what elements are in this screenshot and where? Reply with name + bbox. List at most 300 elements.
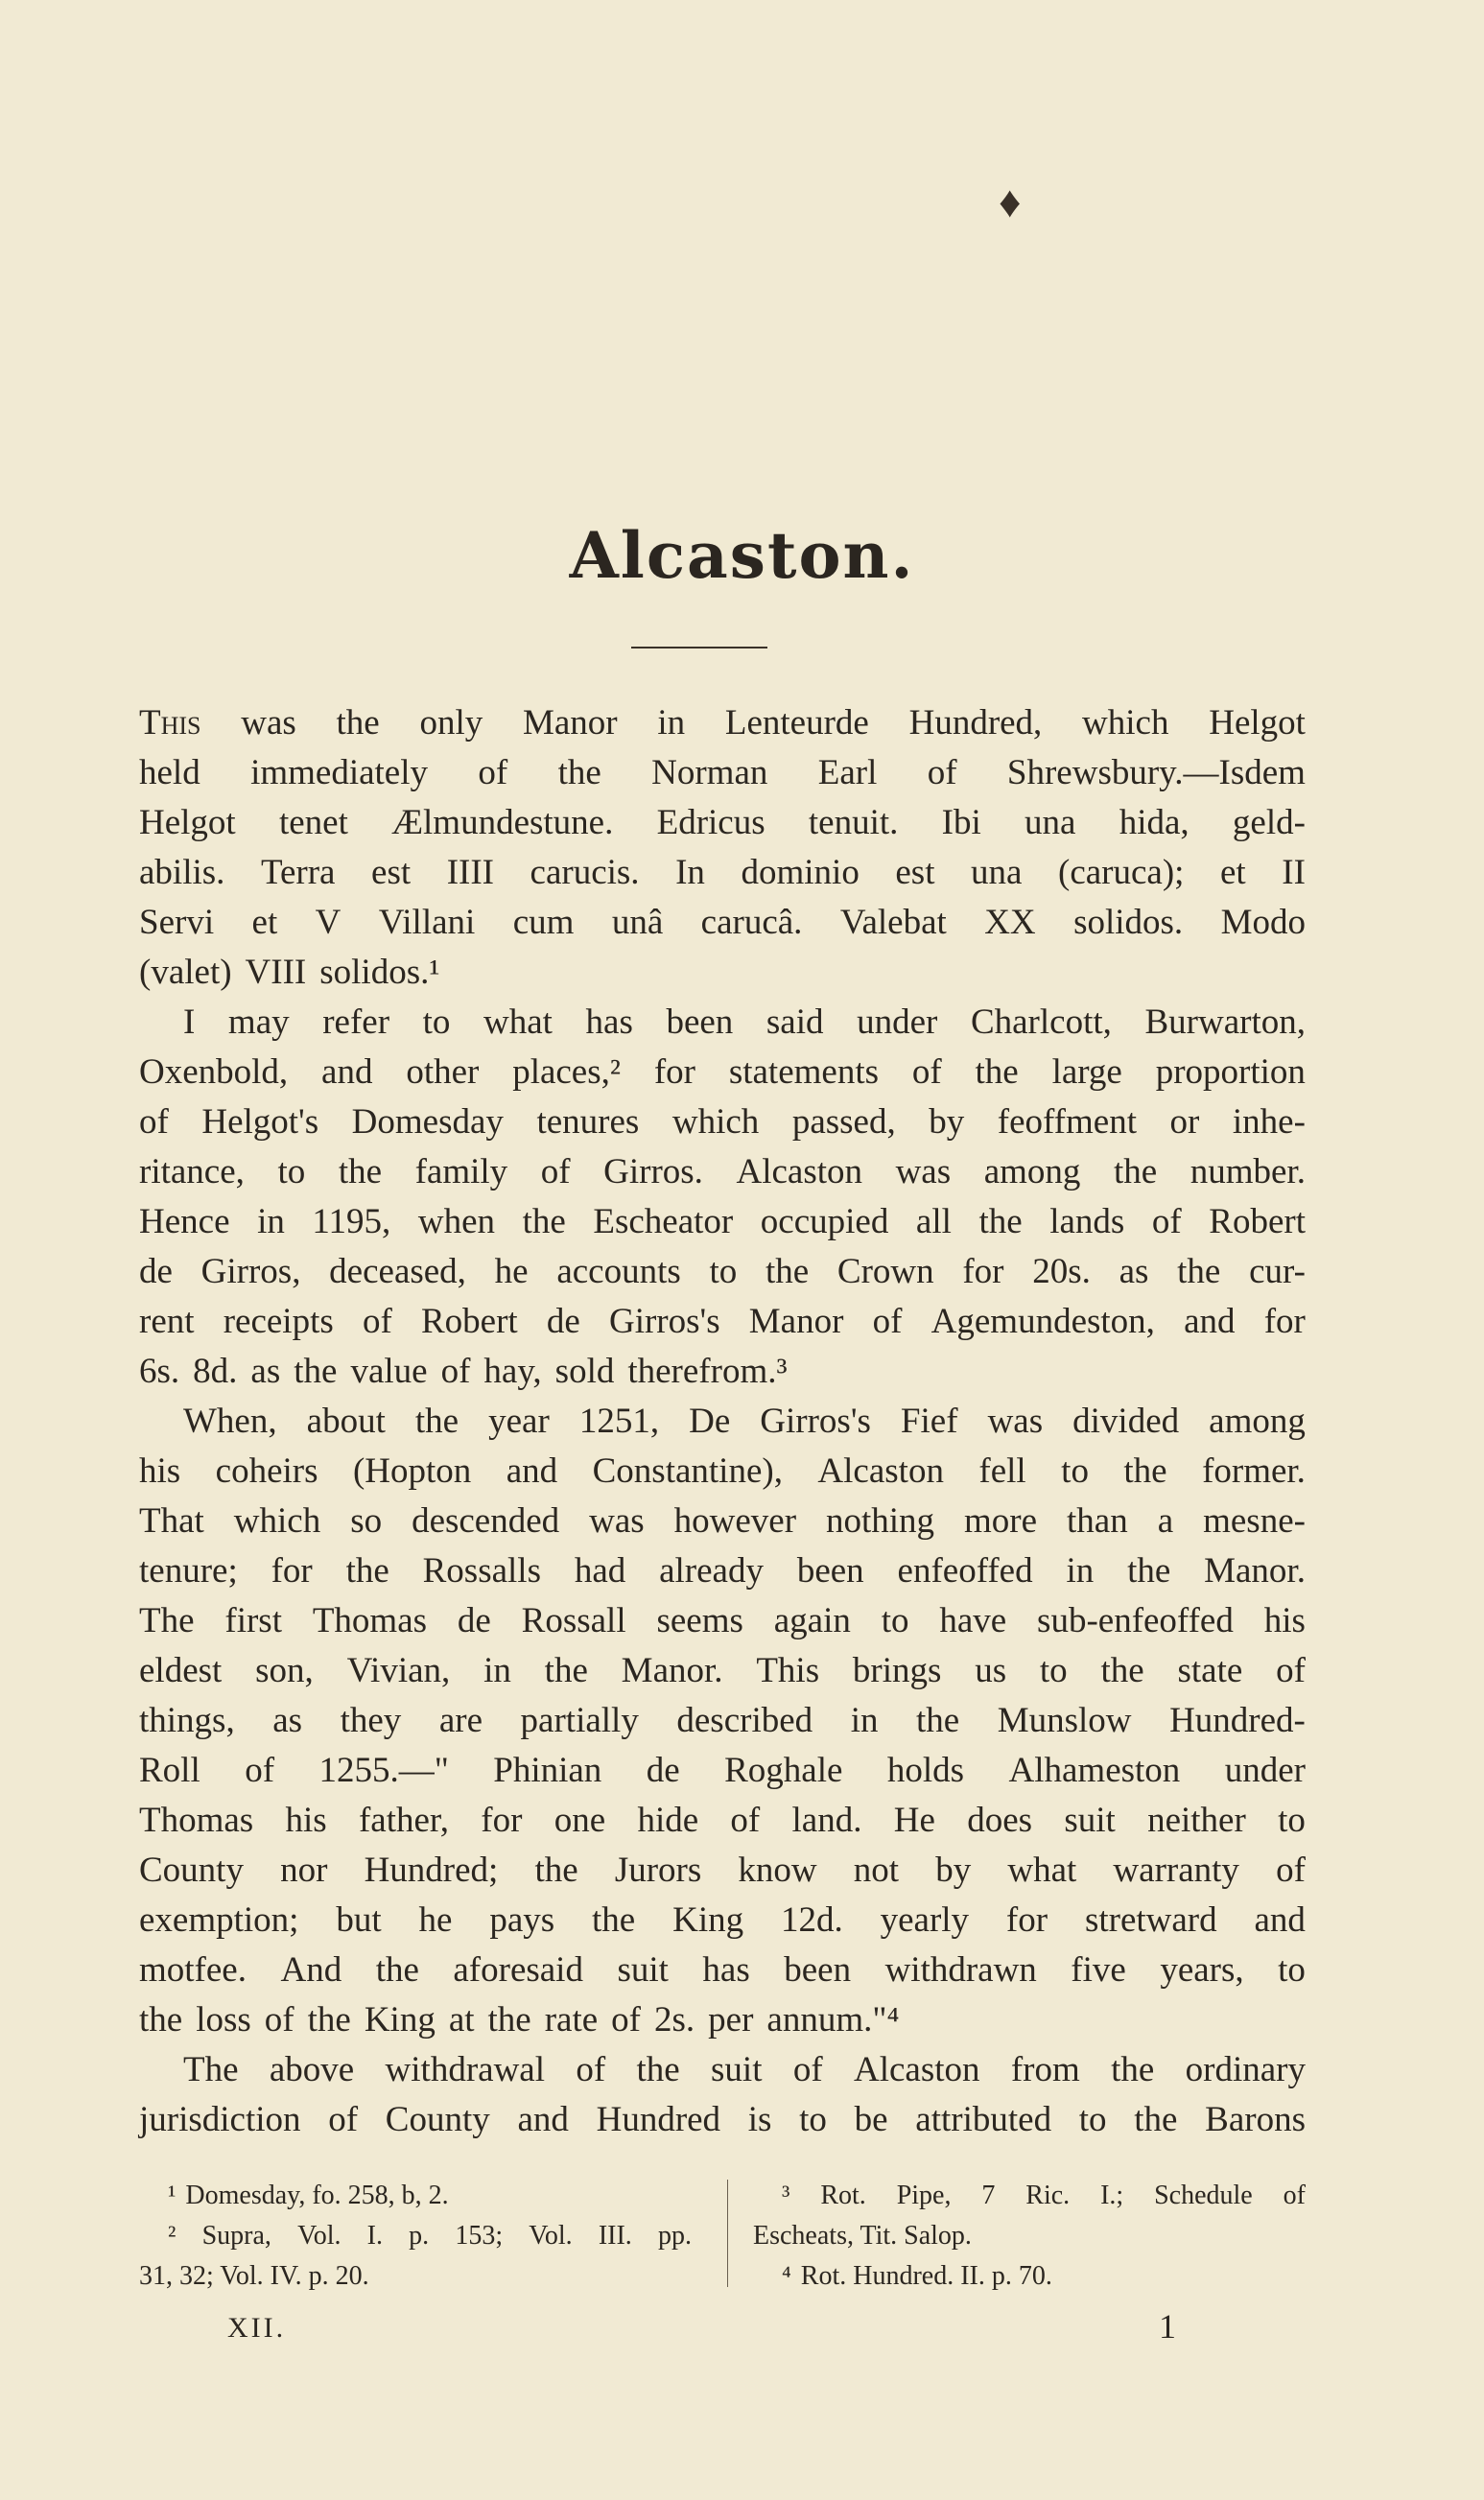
word: other: [406, 1052, 480, 1092]
word: already: [659, 1551, 764, 1591]
word: to: [799, 2100, 827, 2139]
word: has: [585, 1002, 633, 1042]
word: 20s.: [1032, 1252, 1091, 1291]
word: una: [1025, 803, 1076, 842]
text-line: [139, 1596, 1306, 1646]
word: That: [139, 1501, 204, 1541]
word: by: [935, 1851, 972, 1890]
word: and: [517, 2100, 569, 2139]
word: Alcaston: [736, 1152, 863, 1191]
word: geld-: [1232, 803, 1306, 842]
word: the: [975, 1052, 1019, 1092]
word: feoffment: [997, 1102, 1137, 1142]
word: suit: [617, 1950, 669, 1990]
word: cur-: [1249, 1252, 1306, 1291]
word: to: [1039, 1651, 1068, 1690]
word: is: [747, 2100, 772, 2139]
word: Modo: [1220, 903, 1306, 942]
word: He: [893, 1801, 935, 1840]
word: so: [350, 1501, 383, 1541]
word: tenure;: [139, 1551, 238, 1591]
word: therefrom.³: [627, 1352, 788, 1391]
word: occupied: [760, 1202, 889, 1241]
word: Norman: [651, 753, 768, 792]
word: been: [666, 1002, 734, 1042]
word: for: [1263, 1302, 1306, 1341]
word: motfee.: [139, 1950, 247, 1990]
word: of: [440, 1352, 471, 1391]
word: to: [881, 1601, 909, 1640]
word: withdrawn: [884, 1950, 1037, 1990]
word: (valet): [139, 953, 232, 992]
word: in: [257, 1202, 285, 1241]
word: Domesday: [351, 1102, 504, 1142]
word: year: [488, 1402, 550, 1441]
word: est: [371, 853, 412, 892]
word: for: [653, 1052, 695, 1092]
word: est: [895, 853, 935, 892]
word: in: [850, 1701, 879, 1740]
word: 12d.: [780, 1900, 843, 1940]
word: pays: [489, 1900, 555, 1940]
word: brings: [852, 1651, 942, 1690]
word: coheirs: [215, 1451, 318, 1491]
word: Hence: [139, 1202, 230, 1241]
word: deceased,: [329, 1252, 466, 1291]
word: carucâ.: [700, 903, 803, 942]
word: (caruca);: [1058, 853, 1185, 892]
word: to: [709, 1252, 738, 1291]
text-line: [139, 1147, 1306, 1197]
main-text: [139, 698, 1306, 2145]
word: he: [418, 1900, 453, 1940]
word: described: [676, 1701, 813, 1740]
word: of: [1276, 1851, 1306, 1890]
word: in: [1066, 1551, 1095, 1591]
word: above: [269, 2050, 355, 2089]
word: Rossall: [521, 1601, 626, 1640]
word: value: [350, 1352, 428, 1391]
word: Hundred;: [364, 1851, 499, 1890]
text-line: [139, 1696, 1306, 1746]
word: former.: [1202, 1451, 1306, 1491]
word: mesne-: [1203, 1501, 1306, 1541]
word: et: [1220, 853, 1246, 892]
word: Phinian: [493, 1751, 602, 1790]
word: of: [1276, 1651, 1306, 1690]
word: five: [1071, 1950, 1126, 1990]
word: stretward: [1084, 1900, 1217, 1940]
footnote-text: Rot. Hundred. II. p. 70.: [800, 2261, 1052, 2291]
word: and: [506, 1451, 558, 1491]
word: de: [546, 1302, 580, 1341]
word: from: [1010, 2050, 1080, 2089]
text-line: [139, 1995, 1306, 2045]
word: divided: [1072, 1402, 1180, 1441]
word: of: [576, 2050, 606, 2089]
footnote-text: Vol.: [529, 2221, 573, 2251]
word: was: [589, 1501, 645, 1541]
text-line: [139, 1048, 1306, 1097]
word: does: [967, 1801, 1033, 1840]
word: the: [1113, 1152, 1158, 1191]
word: solidos.: [1073, 903, 1184, 942]
footnote-text: ²: [168, 2221, 177, 2251]
word: first: [224, 1601, 282, 1640]
footnote-line: [753, 2216, 1306, 2256]
word: abilis.: [139, 853, 225, 892]
word: 1255.—": [318, 1751, 449, 1790]
text-line: [139, 1347, 1306, 1397]
word: know: [738, 1851, 817, 1890]
word: of: [264, 2000, 294, 2040]
footnote-text: III.: [598, 2221, 632, 2251]
word: When,: [183, 1402, 277, 1441]
word: lands: [1049, 1202, 1125, 1241]
word: Alhameston: [1008, 1751, 1181, 1790]
word: Servi: [139, 903, 215, 942]
word: Thomas: [312, 1601, 428, 1640]
word: the: [294, 1352, 338, 1391]
word: ritance,: [139, 1152, 245, 1191]
word: for: [271, 1551, 313, 1591]
word: under: [857, 1002, 938, 1042]
word: his: [1263, 1601, 1306, 1640]
word: held: [139, 753, 200, 792]
word: for: [481, 1801, 523, 1840]
word: us: [975, 1651, 1007, 1690]
footnote-line: [753, 2176, 1306, 2216]
word: what: [483, 1002, 553, 1042]
word: suit: [711, 2050, 763, 2089]
word: the: [636, 2050, 680, 2089]
footnote-line: [139, 2256, 692, 2297]
word: Girros.: [603, 1152, 703, 1191]
word: at: [448, 2000, 475, 2040]
word: Lenteurde: [724, 703, 869, 743]
word: statements: [728, 1052, 880, 1092]
word: are: [438, 1701, 483, 1740]
word: tenuit.: [808, 803, 899, 842]
word: Hundred,: [908, 703, 1043, 743]
text-line: [139, 998, 1306, 1048]
word: the: [544, 1651, 588, 1690]
word: been: [796, 1551, 864, 1591]
footnote-text: I.: [366, 2221, 383, 2251]
text-line: [139, 1546, 1306, 1596]
word: et: [251, 903, 278, 942]
word: years,: [1160, 1950, 1244, 1990]
word: of: [927, 753, 957, 792]
word: proportion: [1155, 1052, 1306, 1092]
word: the: [1177, 1252, 1221, 1291]
word: Manor.: [1204, 1551, 1306, 1591]
word: may: [227, 1002, 290, 1042]
word: the: [1100, 1651, 1144, 1690]
word: accounts: [556, 1252, 681, 1291]
page-title: Alcaston.: [569, 518, 915, 593]
word: of: [245, 1751, 275, 1790]
word: yearly: [880, 1900, 970, 1940]
word: of: [478, 753, 508, 792]
text-line: [139, 2045, 1306, 2095]
text-line: [139, 948, 1306, 998]
word: of: [1151, 1202, 1182, 1241]
word: they: [340, 1701, 402, 1740]
word: Hundred-: [1169, 1701, 1306, 1740]
word: been: [784, 1950, 852, 1990]
signature-mark: XII.: [227, 2312, 287, 2344]
word: Roghale: [724, 1751, 843, 1790]
word: Ælmundestune.: [391, 803, 614, 842]
word: Helgot's: [201, 1102, 319, 1142]
text-line: [139, 1247, 1306, 1297]
word: the: [1127, 1551, 1171, 1591]
word: seems: [656, 1601, 743, 1640]
word: Escheator: [593, 1202, 734, 1241]
word: de: [646, 1751, 680, 1790]
word: Valebat: [839, 903, 947, 942]
word: in: [483, 1651, 511, 1690]
word: Jurors: [614, 1851, 702, 1890]
word: and: [1184, 1302, 1236, 1341]
word: Girros's: [608, 1302, 720, 1341]
word: land.: [791, 1801, 862, 1840]
word: Robert: [420, 1302, 518, 1341]
text-line: [139, 1447, 1306, 1497]
word: to: [1278, 1950, 1306, 1990]
word: but: [336, 1900, 382, 1940]
footnote-text: Vol.: [297, 2221, 342, 2251]
word: his: [139, 1451, 181, 1491]
word: to: [1278, 1801, 1306, 1840]
word: Terra: [260, 853, 336, 892]
text-line: [139, 1746, 1306, 1796]
footnotes-right-column: [753, 2176, 1306, 2297]
word: of: [540, 1152, 571, 1191]
word: Thomas: [139, 1801, 254, 1840]
word: suit: [1064, 1801, 1116, 1840]
word: Alcaston: [853, 2050, 980, 2089]
word: exemption;: [139, 1900, 299, 1940]
word: holds: [886, 1751, 965, 1790]
word: or: [1169, 1102, 1200, 1142]
word: and: [321, 1052, 373, 1092]
word: things,: [139, 1701, 235, 1740]
word: aforesaid: [453, 1950, 583, 1990]
ornament-mark: ♦: [999, 177, 1022, 226]
text-line: [139, 1896, 1306, 1946]
word: more: [964, 1501, 1038, 1541]
word: County: [139, 1851, 244, 1890]
word: cum: [512, 903, 575, 942]
word: Girros's: [760, 1402, 871, 1441]
word: the: [916, 1701, 960, 1740]
word: enfeoffed: [897, 1551, 1033, 1591]
word: VIII: [245, 953, 307, 992]
word: tenures: [536, 1102, 640, 1142]
word: Agemundeston,: [930, 1302, 1155, 1341]
word: Barons: [1205, 2100, 1306, 2139]
word: County: [385, 2100, 490, 2139]
text-line: [139, 1846, 1306, 1896]
word: Charlcott,: [970, 1002, 1112, 1042]
word: De: [689, 1402, 731, 1441]
word: to: [277, 1152, 306, 1191]
word: de: [139, 1252, 173, 1291]
word: nothing: [826, 1501, 935, 1541]
word: of: [139, 1102, 169, 1142]
word: Ibi: [941, 803, 981, 842]
word: he: [494, 1252, 529, 1291]
word: Roll: [139, 1751, 200, 1790]
word: family: [414, 1152, 508, 1191]
word: as: [1119, 1252, 1149, 1291]
word: inhe-: [1232, 1102, 1306, 1142]
footnote-divider: [727, 2180, 728, 2287]
footnote-text: Domesday, fo. 258, b, 2.: [185, 2181, 449, 2210]
word: the: [345, 1551, 389, 1591]
word: Munslow: [997, 1701, 1132, 1740]
word: his: [285, 1801, 327, 1840]
word: warranty: [1113, 1851, 1239, 1890]
word: 8d.: [193, 1352, 238, 1391]
word: the: [1134, 2100, 1178, 2139]
word: Earl: [817, 753, 878, 792]
word: the: [336, 703, 380, 743]
word: was: [241, 703, 296, 743]
word: The: [139, 1601, 195, 1640]
word: the: [534, 1851, 578, 1890]
word: Villani: [378, 903, 476, 942]
text-line: [139, 1297, 1306, 1347]
word: only: [419, 703, 483, 743]
footnote-text: 153;: [455, 2221, 504, 2251]
word: dominio: [741, 853, 860, 892]
word: receipts: [223, 1302, 334, 1341]
word: 1195,: [312, 1202, 391, 1241]
word: to: [1061, 1451, 1089, 1491]
word: which: [671, 1102, 760, 1142]
word: Manor: [522, 703, 618, 743]
word: Helgot: [1209, 703, 1306, 743]
word: to: [422, 1002, 451, 1042]
text-line: [139, 698, 1306, 748]
word: the: [522, 1202, 566, 1241]
word: solidos.¹: [319, 953, 440, 992]
word: The: [183, 2050, 239, 2089]
text-line: [139, 1197, 1306, 1247]
footnote-text: p.: [409, 2221, 430, 2251]
word: have: [939, 1601, 1007, 1640]
word: Manor.: [621, 1651, 723, 1690]
word: 6s.: [139, 1352, 180, 1391]
footnote-text: Supra,: [201, 2221, 271, 2251]
word: however: [673, 1501, 797, 1541]
text-line: [139, 748, 1306, 798]
word: one: [554, 1801, 606, 1840]
word: descended: [412, 1501, 560, 1541]
footnote-text: Ric.: [1025, 2181, 1071, 2210]
word: carucis.: [530, 853, 640, 892]
word: In: [675, 853, 705, 892]
word: a: [1157, 1501, 1174, 1541]
word: for: [962, 1252, 1004, 1291]
word: the: [1111, 2050, 1155, 2089]
text-line: [139, 1397, 1306, 1447]
word: in: [657, 703, 686, 743]
footnote-text: Rot.: [820, 2181, 866, 2210]
word: Alcaston: [817, 1451, 944, 1491]
word: This: [139, 703, 201, 743]
footnote-text: of: [1283, 2181, 1306, 2210]
word: Robert: [1209, 1202, 1306, 1241]
word: loss: [196, 2000, 251, 2040]
word: the: [978, 1202, 1023, 1241]
word: hida,: [1119, 803, 1190, 842]
text-line: [139, 1946, 1306, 1995]
footnote-text: pp.: [657, 2221, 692, 2251]
word: son,: [255, 1651, 314, 1690]
word: be: [854, 2100, 888, 2139]
word: again: [773, 1601, 851, 1640]
word: Manor: [748, 1302, 844, 1341]
footnote-line: [139, 2176, 692, 2216]
word: fell: [978, 1451, 1026, 1491]
word: Edricus: [656, 803, 766, 842]
word: as: [272, 1701, 303, 1740]
word: attributed: [915, 2100, 1052, 2139]
text-line: [139, 798, 1306, 848]
word: eldest: [139, 1651, 223, 1690]
word: withdrawal: [385, 2050, 545, 2089]
word: immediately: [250, 753, 429, 792]
word: passed,: [791, 1102, 896, 1142]
text-line: [139, 1796, 1306, 1846]
word: among: [983, 1152, 1081, 1191]
word: number.: [1190, 1152, 1306, 1191]
word: among: [1209, 1402, 1306, 1441]
word: state: [1177, 1651, 1243, 1690]
word: (Hopton: [352, 1451, 472, 1491]
word: Hundred: [596, 2100, 721, 2139]
word: Oxenbold,: [139, 1052, 289, 1092]
word: Vivian,: [346, 1651, 451, 1690]
word: father,: [358, 1801, 449, 1840]
footnote-line: [753, 2256, 1306, 2297]
word: 2s.: [654, 2000, 695, 2040]
text-line: [139, 898, 1306, 948]
word: unâ: [611, 903, 664, 942]
word: hide: [637, 1801, 699, 1840]
word: about: [306, 1402, 386, 1441]
footnote-text: ⁴: [782, 2261, 791, 2291]
footnote-text: ³: [782, 2181, 790, 2210]
footnote-line: [139, 2216, 692, 2256]
word: the: [1123, 1451, 1167, 1491]
page-number: 1: [1159, 2307, 1176, 2346]
word: as: [250, 1352, 281, 1391]
word: neither: [1147, 1801, 1246, 1840]
word: per: [708, 2000, 754, 2040]
word: was: [987, 1402, 1044, 1441]
word: Shrewsbury.—Isdem: [1006, 753, 1306, 792]
word: by: [929, 1102, 965, 1142]
word: under: [1224, 1751, 1306, 1790]
word: the: [375, 1950, 419, 1990]
word: the: [414, 1402, 459, 1441]
word: rate: [544, 2000, 599, 2040]
